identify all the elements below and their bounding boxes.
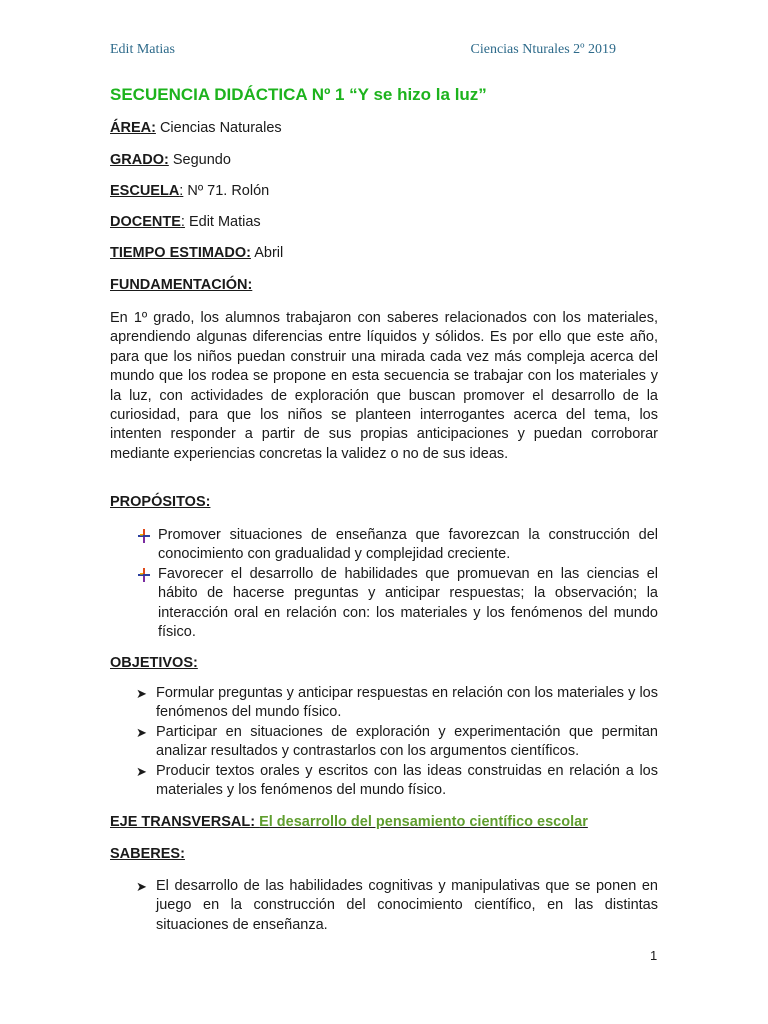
objetivos-list — [110, 684, 658, 800]
saber-text: El desarrollo de las habilidades cognitivas y manipulativas que se ponen en juego en la construcción del conocimiento científico, en las distintas situaciones de enseñanza. — [156, 878, 658, 933]
field-tiempo-value: Abril — [250, 245, 284, 261]
heading-objetivos: OBJETIVOS: — [110, 655, 198, 671]
objetivo-text: Participar en situaciones de exploración y experimentación que permitan analizar resultados y contrastarlos con los argumentos científicos. — [156, 723, 658, 760]
field-area — [110, 120, 282, 136]
proposito-text: Favorecer el desarrollo de habilidades que promuevan en las ciencias el hábito de hacerse preguntas y anticipar respuestas; la observación; la interacción oral en relación con: los materiales y los fenómenos del mundo físico. — [158, 565, 658, 641]
arrow-bullet-icon: ➤ — [136, 763, 147, 779]
list-item — [110, 565, 658, 643]
list-item — [110, 877, 658, 935]
document-title: SECUENCIA DIDÁCTICA Nº 1 “Y se hizo la luz” — [110, 85, 487, 104]
proposito-text: Promover situaciones de enseñanza que favorezcan la construcción del conocimiento con gradualidad y complejidad creciente. — [158, 527, 658, 563]
field-docente — [110, 214, 261, 230]
field-area-label: ÁREA: — [110, 120, 156, 136]
objetivo-text: Formular preguntas y anticipar respuestas en relación con los materiales y los fenómenos del mundo físico. — [156, 685, 658, 721]
field-escuela-label: ESCUELA — [110, 183, 180, 199]
field-grado-label: GRADO: — [110, 152, 169, 168]
arrow-bullet-icon: ➤ — [136, 879, 147, 894]
heading-saberes: SABERES: — [110, 846, 185, 862]
list-item — [110, 684, 658, 723]
field-docente-sep: : — [180, 214, 185, 230]
field-grado — [110, 152, 231, 168]
header-author: Edit Matias — [110, 42, 175, 57]
header-subject: Ciencias Nturales 2º 2019 — [470, 42, 616, 57]
eje-transversal — [110, 814, 588, 830]
list-item — [110, 526, 658, 565]
propositos-list — [110, 526, 658, 642]
list-item — [110, 723, 658, 762]
field-grado-value: Segundo — [168, 152, 231, 168]
heading-eje: EJE TRANSVERSAL: — [110, 814, 256, 830]
arrow-bullet-icon: ➤ — [136, 686, 147, 701]
field-area-value: Ciencias Naturales — [155, 120, 282, 136]
list-item — [110, 762, 658, 801]
field-tiempo — [110, 245, 283, 261]
field-escuela-value: Nº 71. Rolón — [183, 183, 270, 199]
field-docente-label: DOCENTE — [110, 214, 181, 230]
pushpin-bullet-icon — [138, 529, 150, 543]
field-tiempo-label: TIEMPO ESTIMADO: — [110, 245, 251, 261]
pushpin-bullet-icon — [138, 568, 150, 582]
page-header — [110, 42, 616, 58]
saberes-list — [110, 877, 658, 935]
eje-value: El desarrollo del pensamiento científico escolar — [259, 814, 588, 830]
arrow-bullet-icon: ➤ — [136, 724, 147, 740]
page-number: 1 — [650, 948, 658, 963]
objetivo-text: Producir textos orales y escritos con las ideas construidas en relación a los materiales y los fenómenos del mundo físico. — [156, 762, 658, 799]
heading-propositos: PROPÓSITOS: — [110, 494, 211, 510]
heading-fundamentacion: FUNDAMENTACIÓN: — [110, 277, 253, 293]
field-docente-value: Edit Matias — [184, 214, 261, 230]
fundamentacion-paragraph: En 1º grado, los alumnos trabajaron con saberes relacionados con los materiales, aprendiendo algunas diferencias entre líquidos y sólidos. Es por ello que este año, para que los niños puedan construir una mirada cada vez más compleja acerca del mundo que los rodea se propone en esta secuencia se trabajar con los materiales y la luz, con actividades de exploración que buscan promover el desarrollo de la curiosidad, para que los niños se planteen interrogantes acerca del tema, los intenten responder a partir de sus propias anticipaciones y puedan corroborar mediante experiencias concretas la validez o no de sus ideas. — [110, 310, 658, 462]
field-escuela — [110, 183, 269, 199]
field-escuela-sep: : — [179, 183, 184, 199]
